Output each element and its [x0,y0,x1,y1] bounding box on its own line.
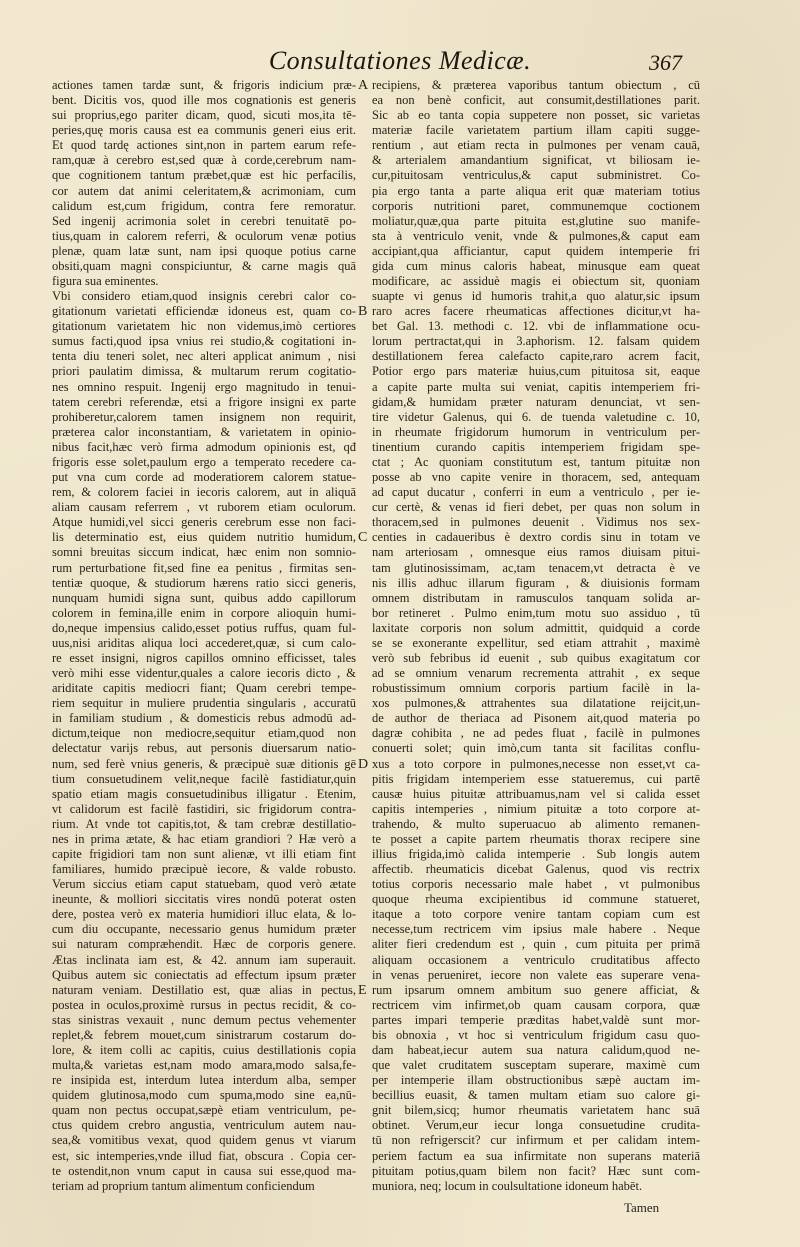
text-line: pia ergo tanta a parte aliqua erit quæ materiam totius [372,183,700,198]
text-line: capitis intemperies , nimium pituitæ a toto corpore at- [372,801,700,816]
text-line: tam glutinosissimam, ac,tam tenacem,vt detracta è ve [372,560,700,575]
text-line: gidam,& humidam præter naturam denunciat, vt sen- [372,394,700,409]
left-text-column [52,78,356,1194]
text-line: lis determinatio est, eius quidem nutritio humidum, [52,530,356,545]
text-line: destillationem ferea calefacto capite,raro acrem facit, [372,349,700,364]
text-line: re insipida est, interdum lutea interdum alba, semper [52,1073,356,1088]
page-number: 367 [649,50,682,75]
text-line: familiares, humido præcipuè iecore, & valde robusto. [52,862,356,877]
text-line: te posset a capite partem rheumatis thorax recipere sine [372,831,700,846]
text-line: Verum siccius etiam caput statuebam, quod verò ætate [52,877,356,892]
text-line: postea in oculos,proximè rursus in pectus recidit, & co- [52,997,356,1012]
text-line: conuerti solet; quin imò,cum tanta sit facilitas conflu- [372,741,700,756]
text-line: dictum,teique non mediocre,sequitur etiam,quod non [52,726,356,741]
section-marker: D [358,756,369,772]
text-line: spatio etiam magis consuetudinibus illigatur . Etenim, [52,786,356,801]
text-line: rentium , aut etiam recta in pulmones per venam cauā, [372,138,700,153]
text-line: actiones tamen tardæ sunt, & frigoris indicium præ- [52,78,356,92]
text-line: vt calidorum est facilè fastidiri, sic frigidorum contra- [52,801,356,816]
text-line: verò mihi esse videntur,quales a calore iecoris dicto , & [52,666,356,681]
text-line: stas sinistras vexauit , nunc demum pectus vehementer [52,1012,356,1027]
catchword: Tamen [624,1200,660,1215]
text-line: nis illis adhuc illarum figuram , & diuisionis formam [372,575,700,590]
text-line: Vbi considero etiam,quod insignis cerebri calor co- [52,289,356,304]
text-line: dagræ cohibita , ne ad pedes fluat , facilè in pulmones [372,726,700,741]
running-title: Consultationes Medicæ. [268,46,532,75]
text-line: ad se omnium venarum recrementa attrahit , ex seque [372,666,700,681]
text-line: nam arteriosam , omnesque eius ramos diuisam pitui- [372,545,700,560]
text-line: do,neque impensius calido,esset potius ruffus, quam ful- [52,620,356,635]
text-line: se se exonerante expellitur, sed etiam attrahit , maximè [372,635,700,650]
text-line: tinentium curando capitis intemperiem frigidam spe- [372,439,700,454]
text-line: te ostendit,non vnum caput in causa sui esse,quod ma- [52,1163,356,1178]
text-line: muniora, neq; locum in coulsultatione idoneum habēt. [372,1178,643,1193]
text-line: calidum est,cum frigidum, contra fere remoratur. [52,198,356,213]
right-text-column [372,78,700,1194]
text-line: riem sequitur in muliere prudentia singularis , accuratū [52,696,356,711]
text-line: aliter fieri credendum est , quin , cum pituita per primā [372,937,700,952]
text-line: nes omnino respuit. Ingenij ergo magnitudo in tenui- [52,379,356,394]
text-line: peries,quę moris causa est ea communis generi eius erit. [52,123,356,138]
text-line: verò sub febribus id euenit , sub quibus exagitatum cor [372,650,700,665]
text-line: a capite parte multa sui veniat, capitis intemperiem fri- [372,379,700,394]
text-line: sea,& vomitibus vexat, quod quidem genus vt viarum [52,1133,356,1148]
text-line: ineunte, & molliori siccitatis vires nondū poterat osten [52,892,356,907]
text-line: in venas perueniret, iecore non valete eas superare vena- [372,967,700,982]
text-line: bis obnoxia , vt hoc si ventriculum frigidum casu quo- [372,1027,700,1042]
text-line: recipiens, & præterea vaporibus tantum obiectum , cū [372,78,700,92]
text-line: sumus facti,quod ipsa vnius rei studio,& cogitationi in- [52,334,356,349]
text-line: sui naturam compræhendit. Hæc de corporis genere. [52,937,356,952]
text-line: que cognitionem tantum præbet,quæ est hic perfacilis, [52,168,356,183]
text-line: causæ huius pituitæ attribuamus,nam vel si calida esset [372,786,700,801]
text-line: quoque rheuma excipientibus id commune statueret, [372,892,700,907]
text-line: nunquam humidi signa sunt, quibus addo capillorum [52,590,356,605]
text-line: centies in cadaueribus è dextro cordis sinu in totam ve [372,530,700,545]
text-line: affectib. rheumaticis dicebat Galenus, quod vis rectrix [372,862,700,877]
text-line: Atque humidi,vel sicci generis cerebrum esse non faci- [52,515,356,530]
text-line: laxitate corporis non solum admittit, quidquid a corde [372,620,700,635]
section-marker: C [358,530,368,546]
text-line: naturam veniam. Destillatio est, quæ alias in pectus, [52,982,356,997]
text-line: num, sed ferè vnius generis, & præcipuè suæ ditionis gē [52,756,356,771]
text-line: pitis frigidam intemperiem esse statueremus, cui partē [372,771,700,786]
text-line: est, sic intemperies,vnde illud fiat, obscura . Copia cer- [52,1148,356,1163]
text-line: re esset insigni, nigros capillos omnino efficisset, tales [52,650,356,665]
text-line: tius,quam in calorem referri, & oculorum venæ potius [52,228,356,243]
text-line: ad caput ducatur , conferri in eum a ventriculo , per ie- [372,485,700,500]
text-line: teriam ad proprium tantum alimentum conficiendum [52,1178,315,1193]
text-line: Sic ab eo tanta copia suppetere non posset, sic varietas [372,108,700,123]
text-line: sta à ventriculo venit, vnde & pulmones,& caput eam [372,228,700,243]
section-marker: A [358,78,369,93]
text-line: multa,& varietas est,nam modo amara,modo salsa,fe- [52,1058,356,1073]
text-line: aliam causam referrem , vt ruborem etiam oculorum. [52,500,356,515]
text-line: xos pulmones,& attrahentes sua dilatatione reijcit,un- [372,696,700,711]
text-line: Et quod tardę actiones sint,non in partem earum refe- [52,138,356,153]
text-line: Ætas inclinata iam est, & 42. annum iam superauit. [52,952,356,967]
text-line: tatem cerebri referendæ, etsi a frigore insigni ex parte [52,394,356,409]
text-line: lore, & item colli ac capitis, cuius destillationis copia [52,1043,356,1057]
text-line: gida cum minus caloris habeat, minusque eam queat [372,258,700,273]
text-line: gitationum varietatem hic non videmus,imò certiores [52,319,356,334]
text-line: Potior ergo pars materiæ huius,cum pituitosa sit, eaque [372,364,700,379]
text-line: partes impari temperie præditas habet,valdè sunt mor- [372,1012,700,1027]
text-line: tium consuetudinem velit,neque facilè fastidiatur,quin [52,771,356,786]
text-line: xus a toto corpore in pulmones,necesse non esset,vt ca- [372,756,700,771]
text-line: illius frigida,imò calida intemperie . Sub longis autem [372,846,700,861]
text-line: tire videtur Galenus, qui 6. de tuenda valetudine c. 10, [372,409,700,424]
text-line: tentiæ quoque, & studiorum hærens ratio sicci generis, [52,575,356,590]
text-line: que valet cruditatem susceptam superare, maximè cum [372,1058,700,1073]
text-line: aliquam occasionem a ventriculo cruditatibus affecto [372,952,700,967]
text-line: rectricem vim infirmet,ob quam causam corpora, quæ [372,997,700,1012]
text-line: quidem glutinosa,modo cum spuma,modo sine ea,nū- [52,1088,356,1103]
text-line: suapte vi genus id humoris trahit,a quo alatur,sic ipsum [372,289,700,304]
text-line: moliatur,quæ,qua parte pituita est,glutine suo manife- [372,213,700,228]
text-line: bet Gal. 13. methodi c. 12. vbi de inflammatione ocu- [372,319,700,334]
text-line: ea non benè conficit, aut consumit,destillationes parit. [372,93,700,108]
text-line: corporis nutritioni paret, communemque coctionem [372,198,700,213]
text-line: ariditate capitis mediocri fiant; Quam cerebri tempe- [52,681,356,696]
text-line: figura sua eminentes. [52,274,159,289]
text-line: becillius euasit, & tamen multam etiam suo calore gi- [372,1088,700,1103]
text-line: in rheumate frigidorum humorum in ventriculum per- [372,424,700,439]
text-line: frigoris esse solet,paulum ergo a temperato recedere ca- [52,454,356,469]
text-line: trahendo, & multo superuacuo ab alimento remanen- [372,816,700,831]
text-line: plenæ, quam latæ sunt, nam ipsi quoque potius carne [52,243,356,258]
text-line: modificare, ac assiduè magis ei obiectum sit, quoniam [372,274,700,289]
text-line: totius corporis necessario male habet , vt pulmonibus [372,877,700,892]
text-line: de author de theriaca ad Pisonem ait,quod materia po [372,711,700,726]
text-line: gnit bilem,sicq; humor rheumatis varietatem hanc suā [372,1103,700,1118]
section-marker: E [358,982,367,998]
text-line: rium. At vnde tot capitis,tot, & tam crebræ destillatio- [52,816,356,831]
text-line: Quibus autem sic coniectatis ad effectum ipsum præter [52,967,356,982]
text-line: uus,nisi ariditas aliqua loci accederet,quæ, si cum calo- [52,635,356,650]
text-line: bent. Dicitis vos, quod ille mos cognationis est generis [52,93,356,108]
text-line: obtinet. Verum,eur iecur longa consuetudine crudita- [372,1118,700,1133]
text-line: colorem in femina,ille enim in corpore alioquin humi- [52,605,356,620]
text-line: cum diu occupante, necessario genus humidum præter [52,922,356,937]
text-line: rum ipsarum omnem ambitum suo genere afficiat, & [372,982,700,997]
text-line: omnem distributam in ramusculos tanquam solida ar- [372,590,700,605]
text-line: nes in prima ætate, & hac etiam grandiori ? Hæ verò a [52,831,356,846]
text-line: materiæ facile varietatem partium illam capiti sugge- [372,123,700,138]
text-line: ctat ; Ac quoniam constitutum est, tantum pituitæ non [372,454,700,469]
text-line: per intemperie illam obstructionibus sæpè auctam im- [372,1073,700,1088]
text-line: quam non pectus occupat,sæpè etiam ventriculum, pe- [52,1103,356,1118]
text-line: posse ab vno capite venire in thoracem, sed, antequam [372,470,700,485]
text-line: ctus quidem crebro angustia, ventriculum autem nau- [52,1118,356,1133]
text-line: accipiant,qua afficiantur, caput quidem intemperie fri [372,243,700,258]
text-line: itaque a toto corpore venire tantam copiam cum est [372,907,700,922]
text-line: necesse,tum rectricem vim ipsius male habere . Neque [372,922,700,937]
text-line: cur,pituitosam ventriculus,& caput subministret. Co- [372,168,700,183]
text-line: obsiti,quam magni conspiciuntur, & carne magis quā [52,258,356,273]
text-line: cor autem dat animi celeritatem,& acrimoniam, cum [52,183,356,198]
text-line: pituitam potius,quam bilem non facit? Hæc sunt com- [372,1163,700,1178]
text-line: tū non refrigerscit? cur infirmum et per calidam intem- [372,1133,700,1148]
text-line: & arterialem amandantium significat, vt biliosam ie- [372,153,700,168]
text-line: tenta diu teneri solet, nec alteri applicat animum , nisi [52,349,356,364]
text-line: prohiberetur,calorem tamen insignem non requirit, [52,409,356,424]
text-line: lorum pertractat,qui in 3.aphorism. 12. falsam quidem [372,334,700,349]
text-line: put vna cum corde ad moderatiorem calorem statue- [52,470,356,485]
text-line: somni breuitas siccum indicat, hæc enim non somnio- [52,545,356,560]
text-line: thoracem,sed in pulmones deuenit . Vidimus nos sex- [372,515,700,530]
text-line: replet,& febrem mouet,cum sinistrarum costarum do- [52,1027,356,1042]
text-line: periem factum ea sua infirmitate non superans materiā [372,1148,700,1163]
text-line: cur certè, & venas id fieri debet, per quas non solum in [372,500,700,515]
text-line: rum perturbatione fit,sed fine ea penitus , firmitas sen- [52,560,356,575]
text-line: priori paulatim dimissa, & multarum rerum cogitatio- [52,364,356,379]
section-marker: B [358,304,368,320]
text-line: rem, & colorem faciei in iecoris calorem, aut in aliquā [52,485,356,500]
text-line: Sed ingenij acrimonia solet in cerebri tenuitatē po- [52,213,356,228]
text-line: capite frigidiori tam non sunt alienæ, vt illi etiam fint [52,846,356,861]
text-line: dere, postea verò ex materia humidiori illuc elata, & lo- [52,907,356,922]
text-line: in familiam studium , & domesticis rebus admodū ad- [52,711,356,726]
text-line: bor retineret . Pulmo enim,tum motu suo assiduo , tū [372,605,700,620]
text-line: præterea calor inconstantiam, & varietatem in opinio- [52,424,356,439]
text-line: robustissimum omnium corporis partium facilè in la- [372,681,700,696]
text-line: gitationum varietati efficiendæ idoneus est, quam co- [52,304,356,319]
text-line: ram,quæ à cerebro est,sed quæ à corde,cerebrum nam- [52,153,356,168]
text-line: sui proprius,ego pariter dicam, quod, sicuti mos,ita tē- [52,108,356,123]
text-line: nibus facit,hæc verò firma admodum opinionis est, qđ [52,439,356,454]
text-line: delectatur varijs rebus, aut personis diuersarum natio- [52,741,356,756]
text-line: raro acres facere rheumaticas affectiones dicitur,vt ha- [372,304,700,319]
text-line: dam habeat,iecur autem sua natura calidum,quod ne- [372,1043,700,1057]
